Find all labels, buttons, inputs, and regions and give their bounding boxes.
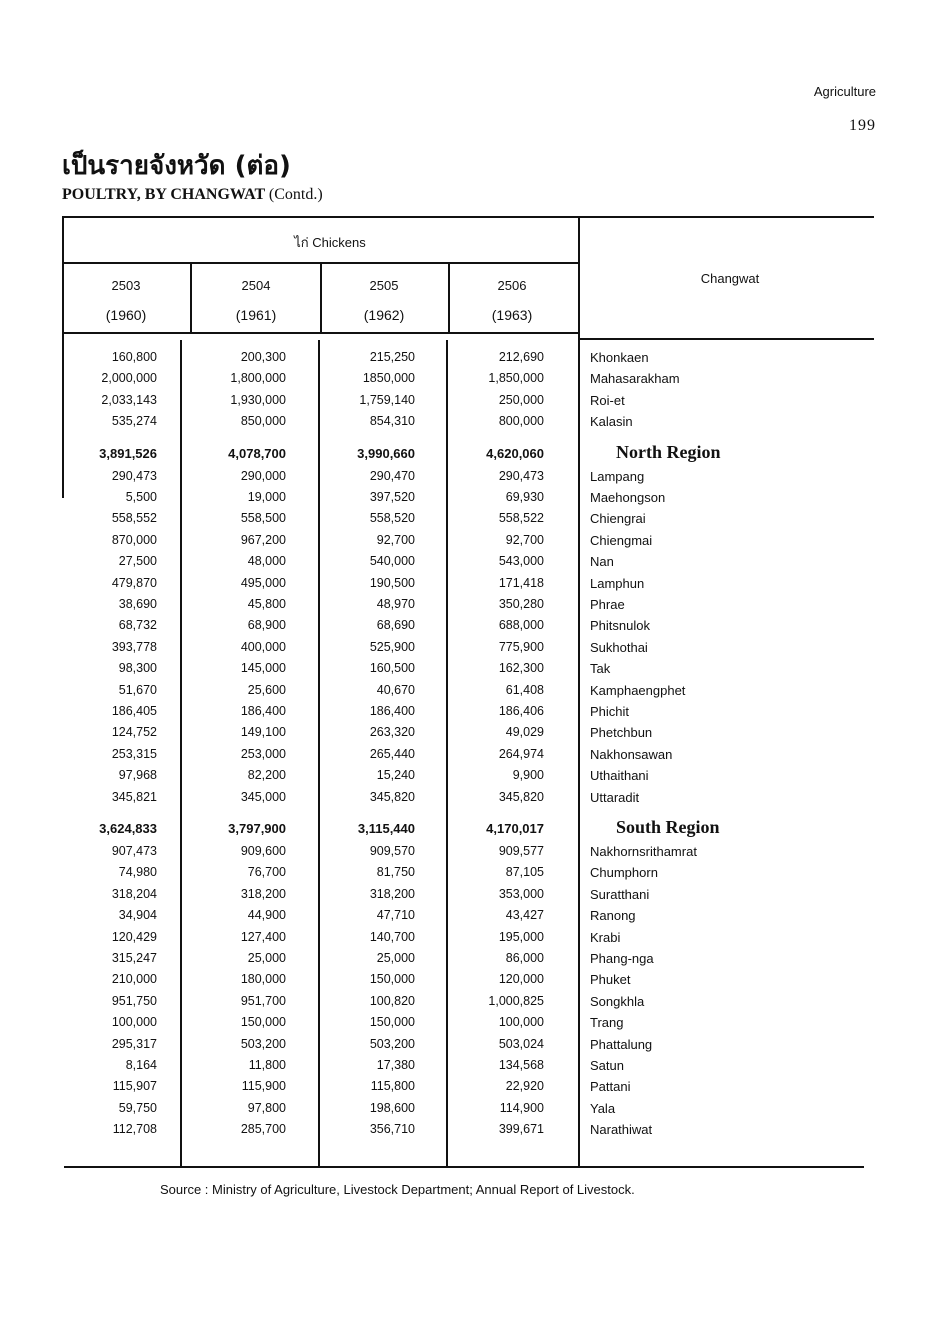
- changwat-name: Ranong: [590, 908, 636, 924]
- value-cell: 212,690: [498, 350, 544, 364]
- value-cell: 27,500: [118, 554, 157, 569]
- value-cell: 3,797,900: [228, 821, 286, 836]
- table-row: [0, 994, 941, 1014]
- value-cell: 3,891,526: [99, 445, 157, 461]
- value-cell: 540,000: [369, 554, 415, 569]
- changwat-name: Khonkaen: [590, 350, 649, 365]
- year-header-1961: [196, 278, 316, 323]
- changwat-name: Phitsnulok: [590, 618, 650, 634]
- value-cell: 149,100: [240, 725, 286, 740]
- value-cell: 1,759,140: [359, 392, 415, 407]
- table-row: [0, 683, 941, 703]
- value-cell: 115,900: [241, 1079, 286, 1094]
- value-cell: 2,000,000: [101, 371, 157, 386]
- header-bottom-rule-right: [578, 338, 874, 340]
- value-cell: 315,247: [111, 951, 157, 965]
- value-cell: 350,280: [498, 597, 544, 611]
- value-cell: 353,000: [498, 886, 544, 901]
- changwat-name: Phuket: [590, 972, 631, 988]
- table-row: [0, 768, 941, 788]
- table-row: [0, 576, 941, 596]
- value-cell: 318,204: [111, 886, 157, 901]
- value-cell: 25,600: [247, 682, 286, 697]
- table-bottom-rule: [64, 1166, 864, 1168]
- table-row: [0, 908, 941, 928]
- table-row: [0, 533, 941, 553]
- value-cell: 775,900: [498, 639, 544, 654]
- value-cell: 112,708: [112, 1122, 157, 1137]
- value-cell: 115,907: [112, 1079, 157, 1094]
- value-cell: 160,800: [111, 350, 157, 364]
- year-ce: (1961): [235, 307, 277, 323]
- title-english: [62, 186, 323, 204]
- value-cell: 97,968: [118, 768, 157, 783]
- value-cell: 120,000: [498, 972, 544, 987]
- group-header-chickens: ไก่ Chickens: [294, 235, 366, 250]
- value-cell: 180,000: [240, 972, 286, 987]
- value-cell: 210,000: [111, 972, 157, 987]
- value-cell: 38,690: [118, 597, 157, 611]
- table-row: [0, 511, 941, 531]
- value-cell: 3,115,440: [357, 821, 415, 836]
- changwat-name: Pattani: [590, 1079, 631, 1095]
- table-row: [0, 618, 941, 638]
- changwat-name: Phichit: [590, 704, 630, 719]
- value-cell: 393,778: [111, 639, 157, 654]
- region-name: North Region: [616, 441, 721, 462]
- value-cell: 97,800: [247, 1100, 286, 1115]
- value-cell: 967,200: [240, 532, 286, 547]
- value-cell: 2,033,143: [101, 392, 157, 407]
- changwat-name: Lamphun: [590, 575, 645, 591]
- table-row: [0, 930, 941, 950]
- table-row: [0, 1079, 941, 1099]
- value-cell: 543,000: [498, 554, 544, 569]
- year-ce: (1963): [491, 307, 533, 323]
- value-cell: 558,500: [240, 511, 286, 526]
- value-cell: 186,400: [369, 704, 415, 718]
- value-cell: 1,850,000: [488, 371, 544, 386]
- changwat-name: Lampang: [590, 468, 645, 484]
- value-cell: 264,974: [498, 746, 544, 761]
- table-row: [0, 887, 941, 907]
- value-cell: 87,105: [505, 865, 544, 880]
- value-cell: 86,000: [505, 951, 544, 965]
- value-cell: 345,820: [369, 789, 415, 804]
- table-row: [0, 597, 941, 617]
- value-cell: 688,000: [498, 618, 544, 633]
- value-cell: 356,710: [369, 1122, 415, 1137]
- value-cell: 290,470: [369, 468, 415, 483]
- value-cell: 48,970: [376, 597, 415, 611]
- changwat-name: Uttaradit: [590, 789, 640, 805]
- changwat-name: Nan: [590, 554, 614, 570]
- value-cell: 43,427: [505, 908, 544, 923]
- changwat-header: Changwat: [700, 271, 760, 286]
- value-cell: 25,000: [376, 951, 415, 965]
- year-header-1962: [324, 278, 444, 323]
- value-cell: 854,310: [369, 414, 415, 429]
- value-cell: 250,000: [498, 392, 544, 407]
- value-cell: 909,600: [240, 844, 286, 858]
- value-cell: 8,164: [125, 1058, 157, 1072]
- year-ce: (1960): [105, 307, 147, 323]
- value-cell: 127,400: [240, 929, 286, 944]
- table-row: [0, 1101, 941, 1121]
- changwat-name: Krabi: [590, 929, 621, 945]
- value-cell: 114,900: [499, 1100, 544, 1115]
- value-cell: 198,600: [369, 1100, 415, 1115]
- changwat-name: Mahasarakham: [590, 371, 680, 387]
- year-ce: (1962): [363, 307, 405, 323]
- year-header-1963: [452, 278, 572, 323]
- value-cell: 850,000: [240, 414, 286, 429]
- value-cell: 951,700: [240, 993, 286, 1008]
- value-cell: 503,024: [498, 1036, 544, 1051]
- source-note: Source : Ministry of Agriculture, Livestock Department; Annual Report of Livestock.: [160, 1182, 635, 1197]
- value-cell: 558,522: [498, 511, 544, 526]
- changwat-name: Satun: [590, 1058, 624, 1073]
- value-cell: 4,170,017: [486, 821, 544, 836]
- value-cell: 150,000: [369, 1015, 415, 1030]
- changwat-name: Chiengrai: [590, 511, 646, 527]
- value-cell: 162,300: [498, 661, 544, 676]
- col-divider-1-header: [190, 262, 192, 332]
- value-cell: 120,429: [111, 929, 157, 944]
- value-cell: 1,000,825: [488, 993, 544, 1008]
- value-cell: 909,577: [498, 844, 544, 858]
- col-divider-2-header: [320, 262, 322, 332]
- value-cell: 100,000: [111, 1015, 157, 1030]
- changwat-name: Yala: [590, 1100, 616, 1116]
- value-cell: 98,300: [118, 661, 157, 676]
- table-row: [0, 1015, 941, 1035]
- changwat-name: Kalasin: [590, 414, 633, 430]
- table-row: [0, 554, 941, 574]
- table-row: [0, 1122, 941, 1142]
- value-cell: 22,920: [505, 1079, 544, 1094]
- table-row: [0, 393, 941, 413]
- changwat-name: Trang: [590, 1015, 624, 1031]
- value-cell: 115,800: [370, 1079, 415, 1094]
- value-cell: 290,473: [111, 468, 157, 483]
- value-cell: 253,000: [240, 746, 286, 761]
- value-cell: 134,568: [498, 1058, 544, 1072]
- value-cell: 45,800: [247, 597, 286, 611]
- title-english-main: POULTRY, BY CHANGWAT: [62, 186, 265, 203]
- value-cell: 150,000: [240, 1015, 286, 1030]
- value-cell: 1,800,000: [230, 371, 286, 386]
- value-cell: 48,000: [247, 554, 286, 569]
- table-row: [0, 640, 941, 660]
- changwat-name: Chumphorn: [590, 865, 658, 881]
- value-cell: 290,473: [498, 468, 544, 483]
- changwat-name: Phattalung: [590, 1036, 653, 1052]
- table-row: [0, 1037, 941, 1057]
- year-be: 2504: [241, 278, 271, 293]
- value-cell: 318,200: [369, 886, 415, 901]
- value-cell: 558,552: [111, 511, 157, 526]
- header-bottom-rule-left: [64, 332, 578, 334]
- title-thai: เป็นรายจังหวัด (ต่อ): [62, 151, 291, 181]
- year-header-1960: [66, 278, 186, 323]
- value-cell: 150,000: [369, 972, 415, 987]
- table-row: [0, 704, 941, 724]
- value-cell: 295,317: [111, 1036, 157, 1051]
- changwat-name: Kamphaengphet: [590, 682, 686, 698]
- value-cell: 907,473: [111, 844, 157, 858]
- value-cell: 495,000: [240, 575, 286, 590]
- value-cell: 186,400: [240, 704, 286, 718]
- title-english-contd: (Contd.): [268, 186, 323, 203]
- value-cell: 290,000: [240, 468, 286, 483]
- value-cell: 61,408: [505, 682, 544, 697]
- table-row: [0, 350, 941, 370]
- region-subtotal-row: [0, 817, 941, 841]
- value-cell: 1,930,000: [230, 392, 286, 407]
- value-cell: 951,750: [111, 993, 157, 1008]
- changwat-name: Songkhla: [590, 993, 645, 1009]
- changwat-name: Roi-et: [590, 392, 625, 408]
- value-cell: 503,200: [240, 1036, 286, 1051]
- value-cell: 124,752: [111, 725, 157, 740]
- value-cell: 215,250: [369, 350, 415, 364]
- value-cell: 76,700: [247, 865, 286, 880]
- value-cell: 68,690: [376, 618, 415, 633]
- year-be: 2503: [111, 278, 141, 293]
- value-cell: 44,900: [247, 908, 286, 923]
- value-cell: 558,520: [369, 511, 415, 526]
- changwat-name: Narathiwat: [590, 1122, 653, 1138]
- value-cell: 5,500: [125, 490, 157, 504]
- value-cell: 47,710: [376, 908, 415, 923]
- value-cell: 190,500: [369, 575, 415, 590]
- table-row: [0, 661, 941, 681]
- value-cell: 68,732: [118, 618, 157, 633]
- value-cell: 100,000: [498, 1015, 544, 1030]
- table-row: [0, 844, 941, 864]
- section-label: Agriculture: [813, 84, 876, 99]
- changwat-name: Chiengmai: [590, 532, 653, 548]
- value-cell: 145,000: [240, 661, 286, 676]
- value-cell: 200,300: [240, 350, 286, 364]
- value-cell: 318,200: [240, 886, 286, 901]
- table-row: [0, 371, 941, 391]
- value-cell: 400,000: [240, 639, 286, 654]
- value-cell: 15,240: [376, 768, 415, 783]
- value-cell: 140,700: [369, 929, 415, 944]
- table-row: [0, 747, 941, 767]
- value-cell: 870,000: [111, 532, 157, 547]
- value-cell: 49,029: [505, 725, 544, 740]
- value-cell: 11,800: [248, 1058, 286, 1072]
- value-cell: 74,980: [118, 865, 157, 880]
- table-row: [0, 414, 941, 434]
- region-subtotal-row: [0, 441, 941, 466]
- value-cell: 479,870: [111, 575, 157, 590]
- changwat-name: Nakhornsrithamrat: [590, 844, 697, 859]
- value-cell: 186,406: [498, 704, 544, 718]
- value-cell: 51,670: [118, 682, 157, 697]
- col-divider-3-header: [448, 262, 450, 332]
- table-row: [0, 490, 941, 510]
- value-cell: 59,750: [118, 1100, 157, 1115]
- changwat-name: Tak: [590, 661, 611, 677]
- year-be: 2506: [497, 278, 527, 293]
- value-cell: 535,274: [111, 414, 157, 429]
- value-cell: 34,904: [118, 908, 157, 923]
- changwat-name: Uthaithani: [590, 768, 649, 784]
- value-cell: 92,700: [505, 532, 544, 547]
- value-cell: 81,750: [376, 865, 415, 880]
- value-cell: 68,900: [247, 618, 286, 633]
- value-cell: 100,820: [369, 993, 415, 1008]
- table-row: [0, 972, 941, 992]
- table-row: [0, 790, 941, 810]
- page-number: 199: [849, 117, 876, 134]
- value-cell: 345,821: [111, 789, 157, 804]
- value-cell: 3,624,833: [99, 821, 157, 836]
- value-cell: 525,900: [369, 639, 415, 654]
- table-top-rule: [62, 216, 874, 218]
- value-cell: 9,900: [512, 768, 544, 783]
- value-cell: 195,000: [498, 929, 544, 944]
- value-cell: 4,620,060: [486, 445, 544, 461]
- changwat-name: Phetchbun: [590, 725, 653, 741]
- value-cell: 17,380: [376, 1058, 415, 1072]
- value-cell: 253,315: [111, 746, 157, 761]
- value-cell: 92,700: [376, 532, 415, 547]
- value-cell: 171,418: [498, 575, 544, 590]
- value-cell: 263,320: [369, 725, 415, 740]
- changwat-name: Phrae: [590, 597, 625, 612]
- value-cell: 397,520: [369, 490, 415, 504]
- value-cell: 285,700: [240, 1122, 286, 1137]
- table-row: [0, 469, 941, 489]
- value-cell: 160,500: [369, 661, 415, 676]
- changwat-name: Sukhothai: [590, 639, 648, 655]
- table-row: [0, 951, 941, 971]
- region-name: South Region: [616, 817, 720, 837]
- value-cell: 25,000: [247, 951, 286, 965]
- value-cell: 800,000: [498, 414, 544, 429]
- year-be: 2505: [369, 278, 399, 293]
- value-cell: 4,078,700: [228, 445, 286, 461]
- value-cell: 3,990,660: [357, 445, 415, 461]
- value-cell: 345,820: [498, 789, 544, 804]
- value-cell: 186,405: [111, 704, 157, 718]
- table-row: [0, 725, 941, 745]
- value-cell: 345,000: [240, 789, 286, 804]
- table-row: [0, 1058, 941, 1078]
- changwat-name: Phang-nga: [590, 951, 654, 966]
- value-cell: 40,670: [376, 682, 415, 697]
- value-cell: 909,570: [369, 844, 415, 858]
- value-cell: 265,440: [369, 746, 415, 761]
- value-cell: 69,930: [505, 490, 544, 504]
- value-cell: 399,671: [498, 1122, 544, 1137]
- changwat-name: Suratthani: [590, 886, 650, 902]
- value-cell: 1850,000: [362, 371, 415, 386]
- value-cell: 82,200: [247, 768, 286, 783]
- table-row: [0, 865, 941, 885]
- value-cell: 19,000: [247, 490, 286, 504]
- value-cell: 503,200: [369, 1036, 415, 1051]
- changwat-name: Nakhonsawan: [590, 746, 673, 762]
- changwat-name: Maehongson: [590, 490, 666, 505]
